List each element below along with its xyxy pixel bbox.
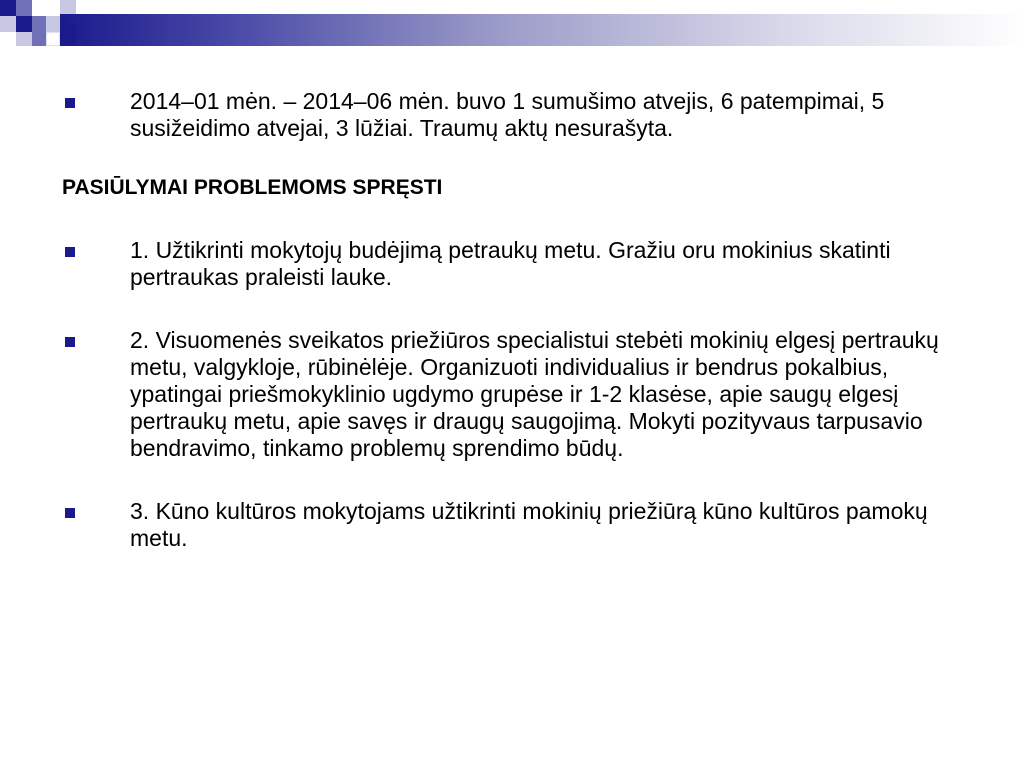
decor-square-icon <box>16 0 32 16</box>
bullet-item <box>62 327 982 462</box>
square-bullet-icon <box>65 337 75 347</box>
decor-square-icon <box>16 16 32 32</box>
decor-square-icon <box>32 16 46 32</box>
header-gradient-band <box>60 14 1024 46</box>
bullet-text: 1. Užtikrinti mokytojų budėjimą petraukų metu. Gražiu oru mokinius skatinti pertraukas praleisti lauke. <box>130 237 891 290</box>
decor-square-icon <box>16 32 32 46</box>
bullet-item <box>62 88 982 142</box>
decor-square-icon <box>46 16 60 32</box>
bullet-text: 3. Kūno kultūros mokytojams užtikrinti mokinių priežiūrą kūno kultūros pamokų metu. <box>130 498 928 551</box>
decor-square-icon <box>60 24 76 46</box>
decor-square-icon <box>0 0 16 16</box>
decor-square-icon <box>32 32 46 46</box>
decor-square-icon <box>60 0 76 14</box>
decor-square-icon <box>0 16 16 32</box>
section-heading: PASIŪLYMAI PROBLEMOMS SPRĘSTI <box>62 176 443 199</box>
square-bullet-icon <box>65 508 75 518</box>
bullet-text: 2. Visuomenės sveikatos priežiūros specialistui stebėti mokinių elgesį pertraukų metu, valgykloje, rūbinėlėje. Organizuoti individualius ir bendrus pokalbius, ypatingai priešmokyklinio ugdymo grupėse ir 1-2 klasėse, apie saugų elgesį pertraukų metu, apie savęs ir draugų saugojimą. Mokyti pozityvaus tarpusavio bendravimo, tinkamo problemų sprendimo būdų. <box>130 327 939 461</box>
square-bullet-icon <box>65 98 75 108</box>
slide-body <box>62 88 982 552</box>
bullet-text: 2014–01 mėn. – 2014–06 mėn. buvo 1 sumušimo atvejis, 6 patempimai, 5 susižeidimo atvejai, 3 lūžiai. Traumų aktų nesurašyta. <box>130 88 885 141</box>
decor-square-icon <box>46 32 60 46</box>
bullet-item <box>62 237 982 291</box>
bullet-item <box>62 498 982 552</box>
square-bullet-icon <box>65 247 75 257</box>
